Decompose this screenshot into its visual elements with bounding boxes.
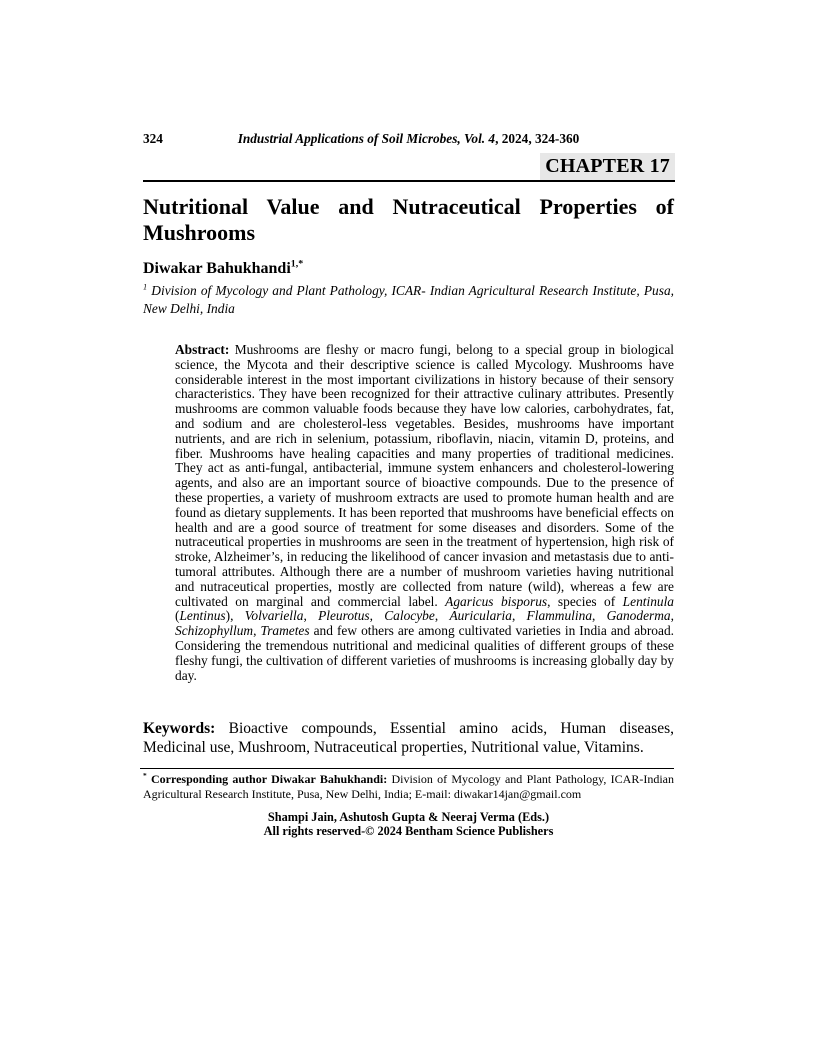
chapter-title: Nutritional Value and Nutraceutical Properties of Mushrooms — [143, 194, 674, 245]
page-number: 324 — [143, 131, 163, 146]
copyright-line: All rights reserved-© 2024 Bentham Science Publishers — [263, 824, 554, 839]
chapter-badge: CHAPTER 17 — [540, 153, 675, 181]
imprint — [143, 810, 674, 839]
header-rule — [143, 180, 675, 182]
corresponding-author-footnote: * Corresponding author Diwakar Bahukhandi: Division of Mycology and Plant Pathology, ICAR-Indian Agricultural Research Institute, Pusa, New Delhi, India; E-mail: diwakar14jan@gmail.com — [143, 771, 674, 802]
affiliation: $^1$ Division of Mycology and Plant Pathology, ICAR- Indian Agricultural Research Institute, Pusa, New Delhi, India — [143, 282, 674, 316]
author-name: Diwakar Bahukhandi — [143, 260, 291, 277]
abstract: Abstract: Mushrooms are fleshy or macro fungi, belong to a special group in biological science, the Mycota and their descriptive science is called Mycology. Mushrooms have considerable interest in the most important civilizations in history because of their sensory characteristics. They have been recognized for their attractive culinary attributes. Presently mushrooms are common valuable foods because they have low calories, carbohydrates, fat, and sodium and are cholesterol-less vegetables. Besides, mushrooms have important nutrients, and are rich in selenium, potassium, riboflavin, niacin, vitamin D, proteins, and fiber. Mushrooms have healing capacities and many properties of traditional medicines. They act as anti-fungal, antibacterial, immune system enhancers and cholesterol-lowering agents, and also are an important source of bioactive compounds. Due to the presence of these properties, a variety of mushroom extracts are used to promote human health and are found as dietary supplements. It has been reported that mushrooms have beneficial effects on health and are a good source of treatment for some diseases and disorders. Some of the nutraceutical properties in mushrooms are seen in the treatment of hypertension, high risk of stroke, Alzheimer’s, in reducing the likelihood of cancer invasion and metastasis due to anti-tumoral attributes. Although there are a number of mushroom varieties having nutritional and nutraceutical properties, mostly are collected from nature (wild), whereas a few are cultivated on marginal and commercial label. Agaricus bisporus, species of Lentinula (Lentinus), Volvariella, Pleurotus, Calocybe, Auricularia, Flammulina, Ganoderma, Schizophyllum, Trametes and few others are among cultivated varieties in India and abroad. Considering the tremendous nutritional and medicinal qualities of different groups of these fleshy fungi, the cultivation of different varieties of mushrooms is increasing globally day by day. — [175, 342, 675, 683]
keywords: Keywords: Bioactive compounds, Essential amino acids, Human diseases, Medicinal use, Mushroom, Nutraceutical properties, Nutritional value, Vitamins. — [143, 720, 674, 756]
running-title: Industrial Applications of Soil Microbes, Vol. 4, 2024, 324-360 — [237, 131, 580, 146]
footnote-rule — [140, 768, 674, 769]
author-superscript: 1,* — [290, 258, 304, 270]
author-line — [143, 259, 674, 278]
running-header — [143, 131, 674, 146]
editors-line: Shampi Jain, Ashutosh Gupta & Neeraj Verma (Eds.) — [267, 810, 550, 824]
